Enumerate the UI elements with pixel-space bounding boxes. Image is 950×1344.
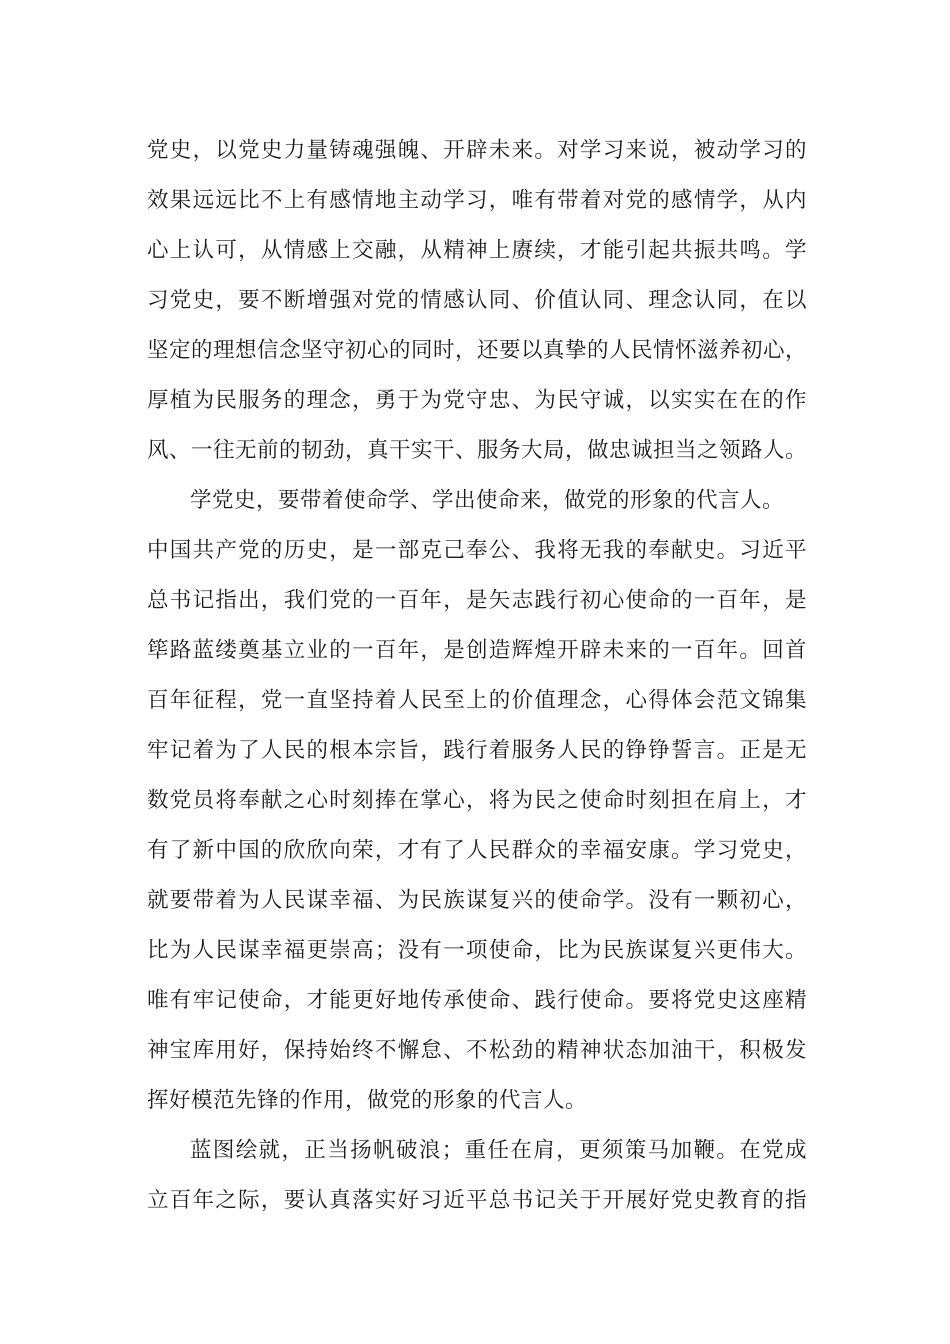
text-line: 牢记着为了人民的根本宗旨，践行着服务人民的铮铮誓言。正是无 [147,738,807,763]
text-line: 百年征程，党一直坚持着人民至上的价值理念，心得体会范文锦集 [147,688,807,713]
text-line: 厚植为民服务的理念，勇于为党守忠、为民守诚，以实实在在的作 [147,388,807,413]
text-line: 唯有牢记使命，才能更好地传承使命、践行使命。要将党史这座精 [147,988,807,1013]
text-line: 有了新中国的欣欣向荣，才有了人民群众的幸福安康。学习党史， [147,838,807,863]
text-line: 总书记指出，我们党的一百年，是矢志践行初心使命的一百年，是 [147,588,807,613]
text-line: 效果远远比不上有感情地主动学习，唯有带着对党的感情学，从内 [147,188,807,213]
text-line: 风、一往无前的韧劲，真干实干、服务大局，做忠诚担当之领路人。 [147,438,808,463]
text-line: 筚路蓝缕奠基立业的一百年，是创造辉煌开辟未来的一百年。回首 [147,638,807,663]
text-line: 习党史，要不断增强对党的情感认同、价值认同、理念认同，在以 [147,288,807,313]
text-line: 坚定的理想信念坚守初心的同时，还要以真挚的人民情怀滋养初心， [147,338,808,363]
text-line: 心上认可，从情感上交融，从精神上赓续，才能引起共振共鸣。学 [147,238,807,263]
paragraph-first-line: 学党史，要带着使命学、学出使命来，做党的形象的代言人。 [190,488,785,513]
text-line: 就要带着为人民谋幸福、为民族谋复兴的使命学。没有一颗初心， [147,888,807,913]
text-line: 挥好模范先锋的作用，做党的形象的代言人。 [147,1088,588,1113]
text-line: 神宝库用好，保持始终不懈怠、不松劲的精神状态加油干，积极发 [147,1038,807,1063]
text-line: 立百年之际，要认真落实好习近平总书记关于开展好党史教育的指 [147,1188,807,1213]
text-line: 比为人民谋幸福更崇高；没有一项使命，比为民族谋复兴更伟大。 [147,938,807,963]
paragraph-first-line: 蓝图绘就，正当扬帆破浪；重任在肩，更须策马加鞭。在党成 [190,1138,807,1163]
text-line: 中国共产党的历史，是一部克己奉公、我将无我的奉献史。习近平 [147,538,807,563]
text-line: 数党员将奉献之心时刻捧在掌心，将为民之使命时刻担在肩上，才 [147,788,807,813]
text-line: 党史，以党史力量铸魂强魄、开辟未来。对学习来说，被动学习的 [147,138,807,163]
